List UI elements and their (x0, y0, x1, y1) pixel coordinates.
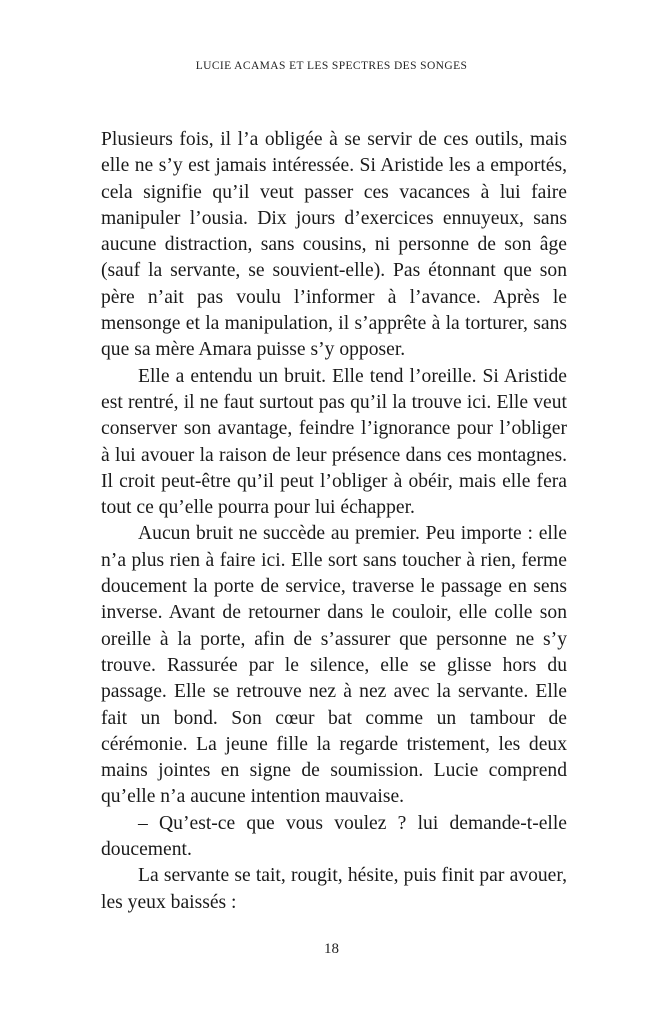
paragraph: Plusieurs fois, il l’a obligée à se servir de ces outils, mais elle ne s’y est jamais intéressée. Si Aristide les a emportés, cela signifie qu’il veut passer ces vacances à lui faire manipuler l’ousia. Dix jours d’exercices ennuyeux, sans aucune distraction, sans cousins, ni personne de son âge (sauf la servante, se souvient-elle). Pas étonnant que son père n’ait pas voulu l’informer à l’avance. Après le mensonge et la manipulation, il s’apprête à la torturer, sans que sa mère Amara puisse s’y opposer. (101, 129, 567, 361)
page-number: 18 (324, 941, 339, 957)
paragraph: Elle a entendu un bruit. Elle tend l’oreille. Si Aristide est rentré, il ne faut surtout pas qu’il la trouve ici. Elle veut conserver son avantage, feindre l’ignorance pour l’obliger à lui avouer la raison de leur présence dans ces montagnes. Il croit peut-être qu’il peut l’obliger à obéir, mais elle fera tout ce qu’elle pourra pour lui échapper. (101, 365, 567, 519)
paragraph: La servante se tait, rougit, hésite, puis finit par avouer, les yeux baissés : (101, 865, 567, 913)
running-title: LUCIE ACAMAS ET LES SPECTRES DES SONGES (195, 60, 468, 72)
paragraph: Aucun bruit ne succède au premier. Peu importe : elle n’a plus rien à faire ici. Elle sort sans toucher à rien, ferme doucement la porte de service, traverse le passage en sens inverse. Avant de retourner dans le couloir, elle colle son oreille à la porte, afin de s’assurer que personne ne s’y trouve. Rassurée par le silence, elle se glisse hors du passage. Elle se retrouve nez à nez avec la servante. Elle fait un bond. Son cœur bat comme un tambour de cérémonie. La jeune fille la regarde tristement, les deux mains jointes en signe de soumission. Lucie comprend qu’elle n’a aucune intention mauvaise. (101, 523, 567, 808)
dialogue-line: – Qu’est-ce que vous voulez ? lui demande-t-elle doucement. (101, 812, 567, 861)
body-text (101, 127, 567, 916)
